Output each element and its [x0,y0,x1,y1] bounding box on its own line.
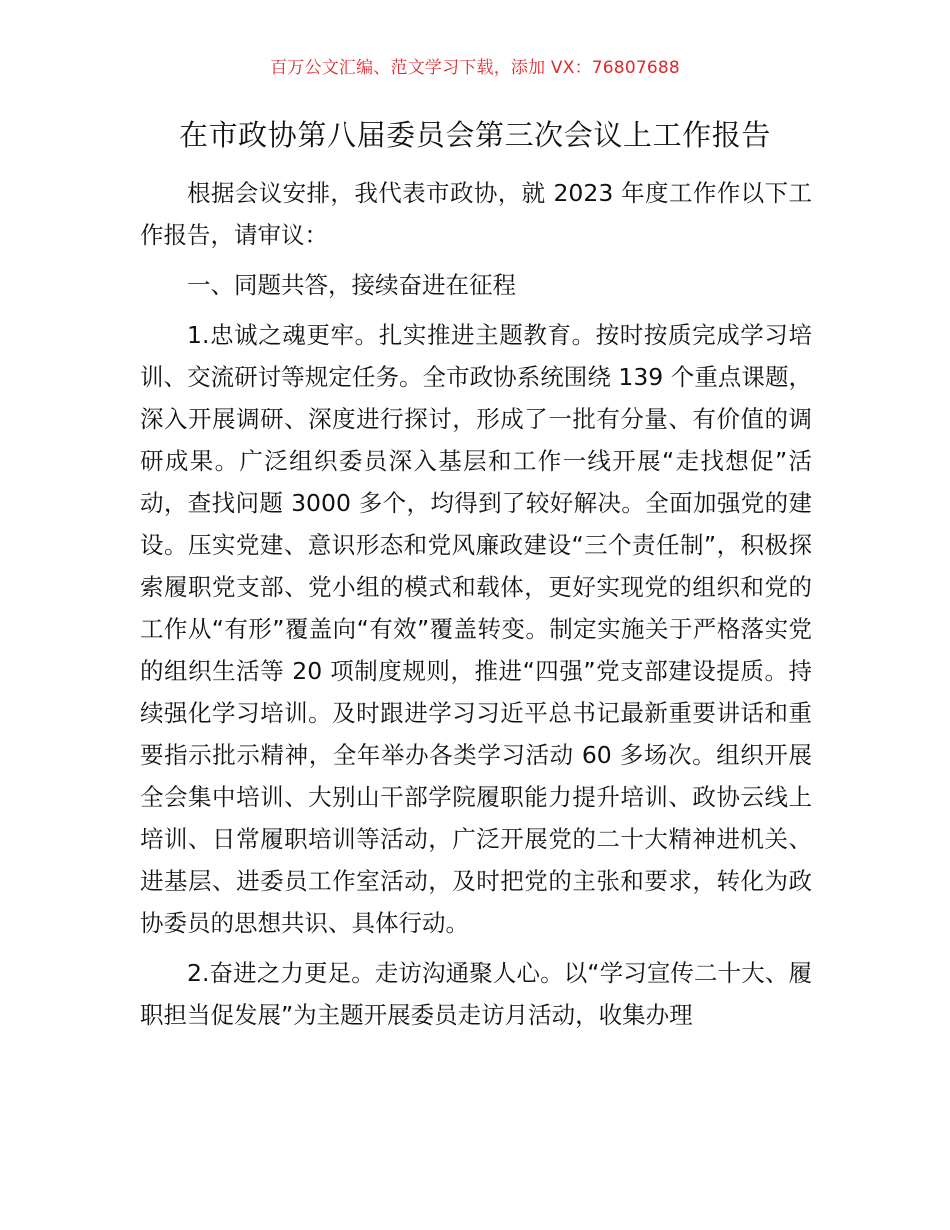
section-heading: 一、同题共答，接续奋进在征程 [187,271,516,299]
document-title: 在市政协第八届委员会第三次会议上工作报告 [178,118,771,152]
body-paragraph: 1.忠诚之魂更牢。扎实推进主题教育。按时按质完成学习培训、交流研讨等规定任务。全市政协系统围绕 139 个重点课题，深入开展调研、深度进行探讨，形成了一批有分量、有价值的调研成果。广泛组织委员深入基层和工作一线开展“走找想促”活动，查找问题 3000 多个，均得到了较好解决。全面加强党的建设。压实党建、意识形态和党风廉政建设“三个责任制”，积极探索履职党支部、党小组的模式和载体，更好实现党的组织和党的工作从“有形”覆盖向“有效”覆盖转变。制定实施关于严格落实党的组织生活等 20 项制度规则，推进“四强”党支部建设提质。持续强化学习培训。及时跟进学习习近平总书记最新重要讲话和重要指示批示精神，全年举办各类学习活动 60 多场次。组织开展全会集中培训、大别山干部学院履职能力提升培训、政协云线上培训、日常履职培训等活动，广泛开展党的二十大精神进机关、进基层、进委员工作室活动，及时把党的主张和要求，转化为政协委员的思想共识、具体行动。 [140,321,812,937]
document-body [140,172,812,1036]
intro-paragraph: 根据会议安排，我代表市政协，就 2023 年度工作作以下工作报告，请审议： [140,179,812,249]
body-paragraph: 2.奋进之力更足。走访沟通聚人心。以“学习宣传二十大、履职担当促发展”为主题开展委员走访月活动，收集办理 [140,959,812,1029]
header-banner: 百万公文汇编、范文学习下载，添加 VX：76807688 [270,58,680,78]
